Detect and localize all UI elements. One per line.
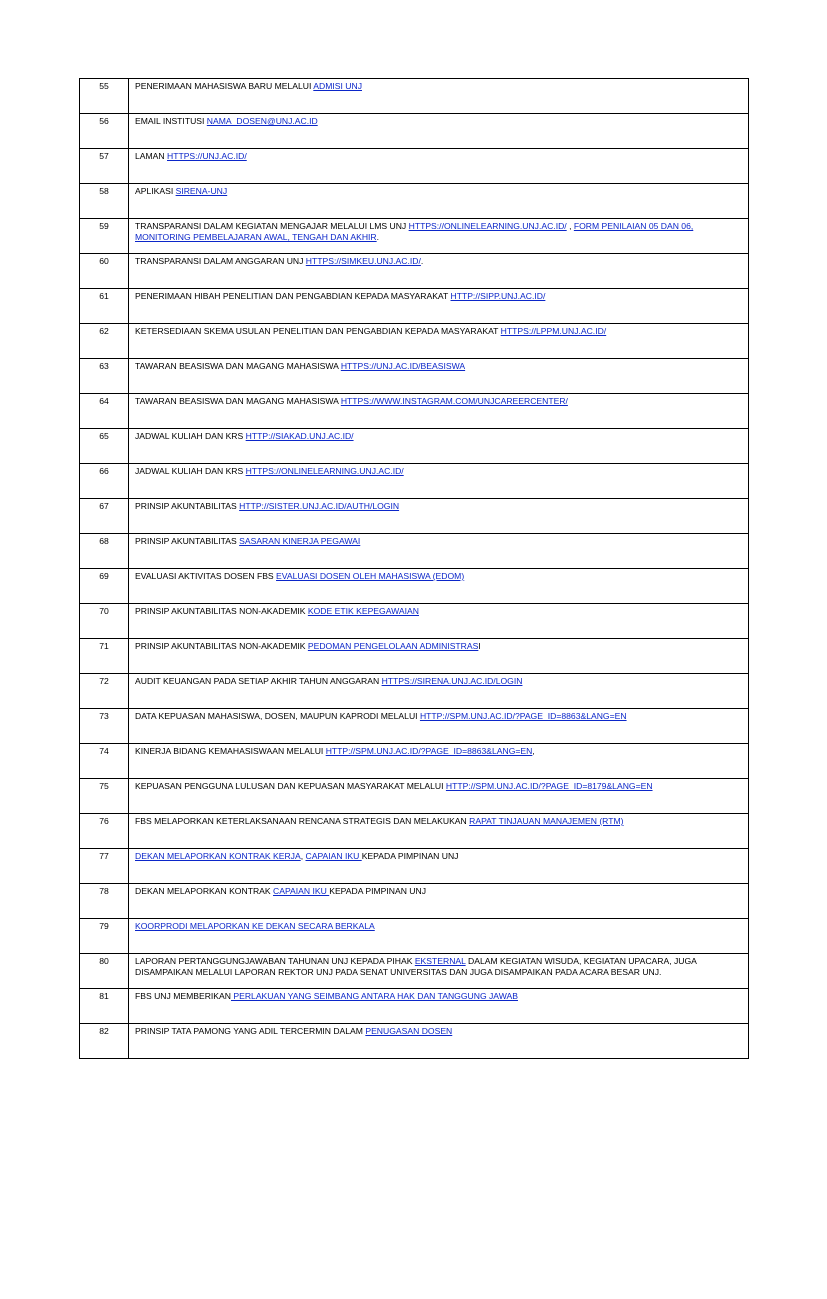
row-description [129,184,749,219]
table-row [80,534,749,569]
hyperlink[interactable]: HTTPS://SIRENA.UNJ.AC.ID/LOGIN [381,676,523,686]
hyperlink[interactable]: KODE ETIK KEPEGAWAIAN [307,606,419,616]
row-number: 72 [80,674,129,709]
row-description [129,289,749,324]
description-text: KINERJA BIDANG KEMAHASISWAAN MELALUI [135,746,326,756]
description-text: , [532,746,535,756]
row-description [129,1024,749,1059]
row-number: 82 [80,1024,129,1059]
row-number: 61 [80,289,129,324]
hyperlink[interactable]: EKSTERNAL [414,956,466,966]
hyperlink[interactable]: EVALUASI DOSEN OLEH MAHASISWA (EDOM) [276,571,465,581]
row-number: 77 [80,849,129,884]
description-text: JADWAL KULIAH DAN KRS [135,466,246,476]
hyperlink[interactable]: HTTP://SPM.UNJ.AC.ID/?PAGE_ID=8863&LANG=EN [419,711,627,721]
row-description [129,324,749,359]
description-text: KEPADA PIMPINAN UNJ [329,886,426,896]
table-row [80,254,749,289]
row-description [129,674,749,709]
hyperlink[interactable]: HTTP://SIAKAD.UNJ.AC.ID/ [245,431,354,441]
hyperlink[interactable]: CAPAIAN IKU [305,851,362,861]
description-text: PENERIMAAN MAHASISWA BARU MELALUI [135,81,314,91]
hyperlink[interactable]: PENUGASAN DOSEN [365,1026,453,1036]
hyperlink[interactable]: HTTP://SISTER.UNJ.AC.ID/AUTH/LOGIN [239,501,400,511]
table-body [80,79,749,1059]
row-description [129,149,749,184]
row-number: 74 [80,744,129,779]
table-row [80,394,749,429]
table-row [80,674,749,709]
row-number: 73 [80,709,129,744]
hyperlink[interactable]: KOORPRODI MELAPORKAN KE DEKAN SECARA BERKALA [135,921,375,931]
description-text: DATA KEPUASAN MAHASISWA, DOSEN, MAUPUN KAPRODI MELALUI [135,711,420,721]
row-description [129,394,749,429]
hyperlink[interactable]: CAPAIAN IKU [273,886,330,896]
row-description [129,254,749,289]
table-row [80,884,749,919]
row-description [129,919,749,954]
hyperlink[interactable]: HTTP://SIPP.UNJ.AC.ID/ [450,291,546,301]
description-text: FBS UNJ MEMBERIKAN [135,991,231,1001]
row-number: 69 [80,569,129,604]
hyperlink[interactable]: HTTPS://SIMKEU.UNJ.AC.ID/ [305,256,421,266]
description-text: , [300,851,306,861]
row-description [129,604,749,639]
table-row [80,604,749,639]
row-description [129,429,749,464]
description-text: TRANSPARANSI DALAM KEGIATAN MENGAJAR MELALUI LMS UNJ [135,221,409,231]
hyperlink[interactable]: SASARAN KINERJA PEGAWAI [239,536,361,546]
row-description [129,569,749,604]
description-text: TRANSPARANSI DALAM ANGGARAN UNJ [135,256,306,266]
hyperlink[interactable]: HTTPS://UNJ.AC.ID/BEASISWA [340,361,466,371]
row-description [129,639,749,674]
hyperlink[interactable]: PEDOMAN PENGELOLAAN ADMINISTRAS [307,641,479,651]
table-row [80,989,749,1024]
row-number: 79 [80,919,129,954]
description-text: EVALUASI AKTIVITAS DOSEN FBS [135,571,277,581]
row-description [129,744,749,779]
description-text: JADWAL KULIAH DAN KRS [135,431,246,441]
row-description [129,534,749,569]
description-text: FBS MELAPORKAN KETERLAKSANAAN RENCANA STRATEGIS DAN MELAKUKAN [135,816,470,826]
row-description [129,219,749,254]
table-row [80,639,749,674]
description-text: PRINSIP AKUNTABILITAS [135,536,240,546]
table-row [80,709,749,744]
row-number: 66 [80,464,129,499]
description-text: PRINSIP AKUNTABILITAS NON-AKADEMIK [135,641,308,651]
hyperlink[interactable]: ADMISI UNJ [313,81,362,91]
hyperlink[interactable]: DEKAN MELAPORKAN KONTRAK KERJA [135,851,301,861]
table-row [80,569,749,604]
row-number: 64 [80,394,129,429]
description-text: DALAM KEGIATAN WISUDA, KEGIATAN UPACARA, JUGA DISAMPAIKAN MELALUI LAPORAN REKTOR UNJ PADA SENAT UNIVERSITAS DAN JUGA DISAMPAIKAN PADA ACARA BESAR UNJ. [135,956,697,977]
table-row [80,849,749,884]
description-text: I [478,641,481,651]
table-row [80,954,749,989]
row-description [129,709,749,744]
description-text: EMAIL INSTITUSI [135,116,207,126]
hyperlink[interactable]: HTTPS://WWW.INSTAGRAM.COM/UNJCAREERCENTER/ [340,396,568,406]
description-text: , [566,221,574,231]
document-table [79,78,749,1059]
row-number: 56 [80,114,129,149]
table-row [80,184,749,219]
table-row [80,149,749,184]
hyperlink[interactable]: HTTPS://ONLINELEARNING.UNJ.AC.ID/ [408,221,567,231]
table-row [80,919,749,954]
table-row [80,464,749,499]
hyperlink[interactable]: HTTPS://LPPM.UNJ.AC.ID/ [500,326,607,336]
row-number: 62 [80,324,129,359]
description-text: . [376,232,380,242]
row-number: 63 [80,359,129,394]
description-text: APLIKASI [135,186,176,196]
row-number: 80 [80,954,129,989]
table-row [80,814,749,849]
hyperlink[interactable]: FORM PENILAIAN 05 DAN 06, MONITORING PEMBELAJARAN AWAL, TENGAH DAN AKHIR [135,221,694,242]
hyperlink[interactable]: HTTPS://ONLINELEARNING.UNJ.AC.ID/ [245,466,404,476]
description-text: LAPORAN PERTANGGUNGJAWABAN TAHUNAN UNJ KEPADA PIHAK [135,956,415,966]
row-number: 57 [80,149,129,184]
row-description [129,884,749,919]
table-row [80,219,749,254]
hyperlink[interactable]: HTTP://SPM.UNJ.AC.ID/?PAGE_ID=8863&LANG=EN [325,746,533,756]
row-number: 70 [80,604,129,639]
table-row [80,1024,749,1059]
description-text: PRINSIP TATA PAMONG YANG ADIL TERCERMIN DALAM [135,1026,366,1036]
row-number: 67 [80,499,129,534]
description-text: PRINSIP AKUNTABILITAS NON-AKADEMIK [135,606,308,616]
description-text: AUDIT KEUANGAN PADA SETIAP AKHIR TAHUN ANGGARAN [135,676,382,686]
row-description [129,499,749,534]
description-text: . [420,256,424,266]
description-text: KEPADA PIMPINAN UNJ [361,851,459,861]
hyperlink[interactable]: SIRENA-UNJ [175,186,228,196]
row-number: 78 [80,884,129,919]
table-row [80,114,749,149]
row-description [129,989,749,1024]
description-text: PRINSIP AKUNTABILITAS [135,501,240,511]
row-number: 65 [80,429,129,464]
table-row [80,499,749,534]
row-description [129,814,749,849]
description-text: TAWARAN BEASISWA DAN MAGANG MAHASISWA [135,396,341,406]
row-description [129,464,749,499]
row-description [129,779,749,814]
hyperlink[interactable]: PERLAKUAN YANG SEIMBANG ANTARA HAK DAN TANGGUNG JAWAB [230,991,518,1001]
row-number: 60 [80,254,129,289]
table-row [80,359,749,394]
row-number: 59 [80,219,129,254]
row-description [129,114,749,149]
row-description [129,79,749,114]
description-text: KEPUASAN PENGGUNA LULUSAN DAN KEPUASAN MASYARAKAT MELALUI [135,781,446,791]
hyperlink[interactable]: RAPAT TINJAUAN MANAJEMEN (RTM) [469,816,624,826]
row-number: 55 [80,79,129,114]
row-number: 71 [80,639,129,674]
row-number: 58 [80,184,129,219]
description-text: TAWARAN BEASISWA DAN MAGANG MAHASISWA [135,361,341,371]
hyperlink[interactable]: HTTPS://UNJ.AC.ID/ [167,151,247,161]
table-row [80,779,749,814]
description-text: DEKAN MELAPORKAN KONTRAK [135,886,274,896]
table-row [80,324,749,359]
row-description [129,954,749,989]
description-text: PENERIMAAN HIBAH PENELITIAN DAN PENGABDIAN KEPADA MASYARAKAT [135,291,451,301]
table-row [80,744,749,779]
hyperlink[interactable]: NAMA_DOSEN@UNJ.AC.ID [206,116,318,126]
row-description [129,359,749,394]
row-number: 76 [80,814,129,849]
row-number: 81 [80,989,129,1024]
row-number: 68 [80,534,129,569]
description-text: KETERSEDIAAN SKEMA USULAN PENELITIAN DAN PENGABDIAN KEPADA MASYARAKAT [135,326,501,336]
table-row [80,289,749,324]
description-text: LAMAN [135,151,167,161]
table-row [80,79,749,114]
row-number: 75 [80,779,129,814]
table-row [80,429,749,464]
hyperlink[interactable]: HTTP://SPM.UNJ.AC.ID/?PAGE_ID=8179&LANG=EN [445,781,653,791]
row-description [129,849,749,884]
